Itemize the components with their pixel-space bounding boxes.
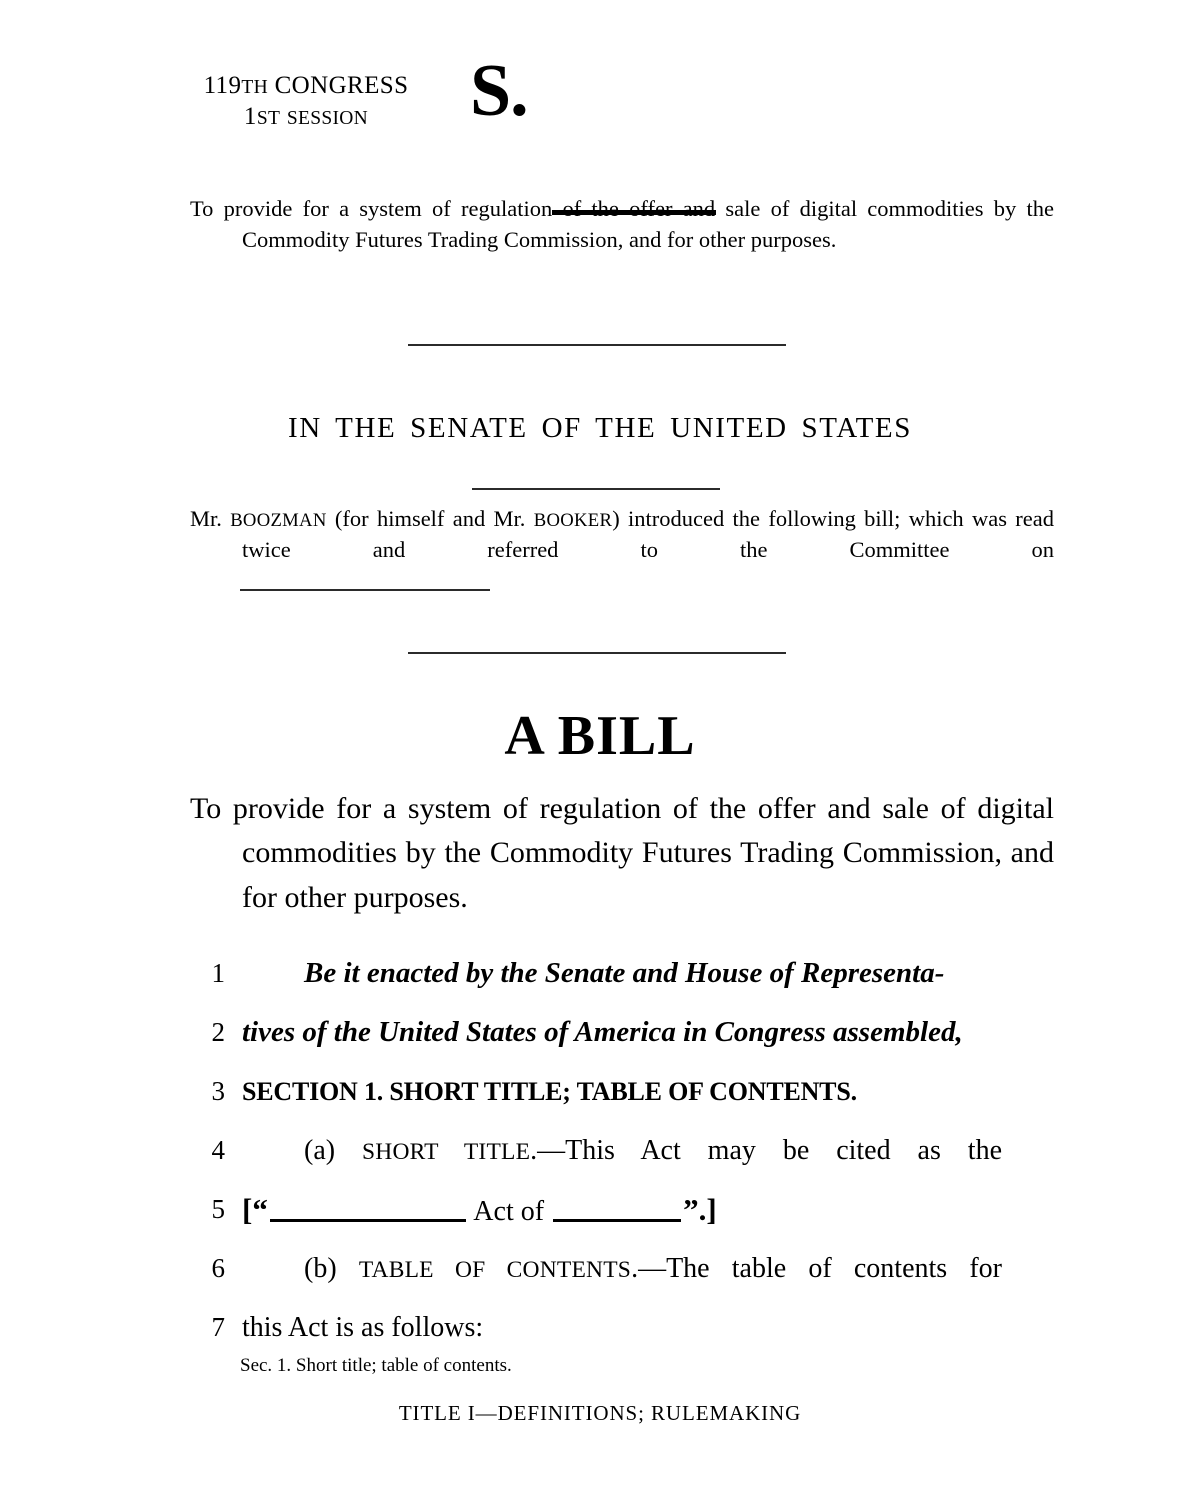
separator-rule-bottom	[408, 652, 786, 654]
masthead	[0, 50, 1200, 170]
short-title-open-bracket: [“	[242, 1192, 268, 1227]
session-line	[186, 101, 426, 132]
bill-title-heading: A BILL	[504, 705, 696, 767]
line-number: 3	[211, 1076, 225, 1106]
short-title-act-of: Act of	[473, 1196, 545, 1227]
congress-session-block	[186, 70, 426, 133]
enacting-clause-part1: Be it enacted by the Senate and House of Representa-	[304, 957, 945, 989]
sponsor-suffix: ) introduced the following bill; which was read twice and referred to the Committee on	[242, 506, 1054, 563]
line-number: 6	[211, 1253, 225, 1283]
purpose-statement-header: To provide for a system of regulation of the offer and sale of digital commodities by the Commodity Futures Trading Commission, and for other purposes.	[190, 196, 1054, 253]
body-line	[0, 1121, 1200, 1180]
congress-suffix: TH	[241, 77, 268, 98]
sponsor-line	[190, 503, 1054, 565]
subsection-a-marker: (a)	[304, 1135, 336, 1166]
subsection-a-text: .—This Act may be cited as the	[530, 1135, 1002, 1166]
congress-number: 119	[203, 72, 242, 99]
sponsor-middle: (for himself and Mr.	[326, 506, 534, 531]
line-number: 4	[211, 1135, 225, 1165]
line-number: 1	[211, 958, 225, 988]
purpose-statement-body: To provide for a system of regulation of the offer and sale of digital commodities by the Commodity Futures Trading Commission, and for other purposes.	[190, 792, 1054, 914]
line-number: 2	[211, 1017, 225, 1047]
short-title-name-blank	[270, 1219, 466, 1222]
bill-designator: S.	[470, 50, 528, 132]
body-line	[0, 944, 1200, 1003]
toc-title-heading: TITLE I—DEFINITIONS; RULEMAKING	[398, 1400, 802, 1425]
short-title-year-blank	[553, 1219, 681, 1222]
subsection-b-continuation: this Act is as follows:	[242, 1312, 484, 1343]
committee-blank-rule	[240, 589, 490, 591]
line-number: 5	[211, 1194, 225, 1224]
numbered-body-lines	[0, 944, 1200, 1357]
session-number: 1	[243, 103, 257, 131]
sponsor-name: BOOZMAN	[230, 510, 327, 531]
subsection-b-caption: TABLE OF CONTENTS	[358, 1257, 632, 1283]
subsection-a-caption: SHORT TITLE	[362, 1139, 531, 1165]
body-line	[0, 1062, 1200, 1121]
senate-heading: IN THE SENATE OF THE UNITED STATES	[288, 412, 912, 444]
subsection-b-marker: (b)	[304, 1253, 337, 1284]
body-line	[0, 1298, 1200, 1357]
cosponsor-name: BOOKER	[533, 510, 613, 531]
enacting-clause-part2: tives of the United States of America in Congress assembled,	[242, 1016, 963, 1048]
body-line	[0, 1003, 1200, 1062]
separator-rule-top	[408, 344, 786, 346]
body-line	[0, 1239, 1200, 1298]
session-label: SESSION	[286, 108, 369, 130]
separator-rule-senate	[472, 488, 720, 490]
body-line	[0, 1180, 1200, 1239]
short-title-close-bracket: ”.]	[683, 1192, 717, 1227]
toc-entry: Sec. 1. Short title; table of contents.	[240, 1355, 512, 1376]
table-of-contents	[0, 1352, 1200, 1426]
session-suffix: ST	[256, 108, 281, 130]
subsection-b-text: .—The table of contents for	[631, 1253, 1002, 1284]
section-1-heading: SECTION 1. SHORT TITLE; TABLE OF CONTENTS.	[242, 1077, 857, 1106]
line-number: 7	[211, 1312, 225, 1342]
congress-label: CONGRESS	[274, 72, 409, 99]
sponsor-prefix: Mr.	[190, 506, 231, 531]
congress-line	[186, 70, 426, 101]
